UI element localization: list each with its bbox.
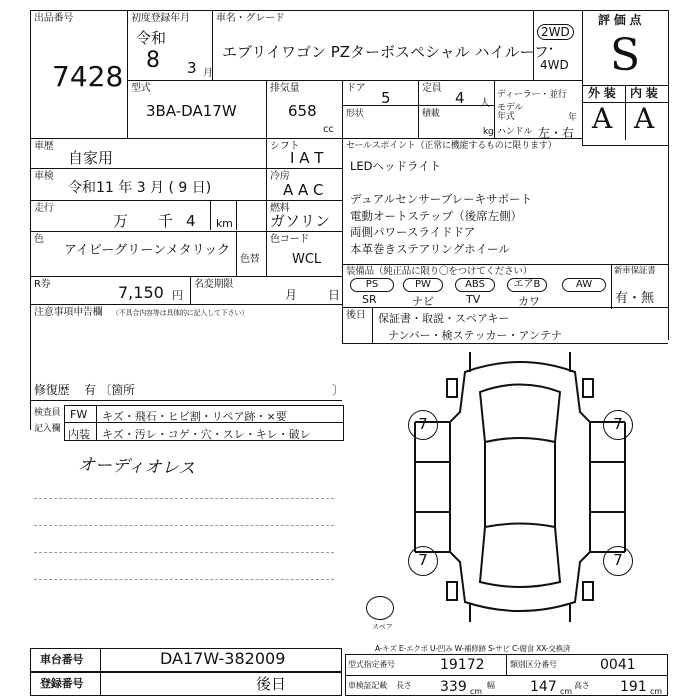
- note-line: [34, 525, 334, 526]
- repair-label: 修復歴: [34, 383, 70, 397]
- int-label: 内 装: [630, 86, 658, 100]
- int-label: 内装: [68, 428, 90, 441]
- sales-point: 電動オートステップ（後席左側）: [350, 208, 523, 223]
- loading-unit: kg: [483, 127, 494, 137]
- inspection-value: 令和11 年 3 月 ( 9 日): [68, 180, 212, 196]
- model-year-label: モデル 年式: [497, 103, 523, 122]
- divider: [611, 264, 612, 309]
- divider: [236, 231, 237, 276]
- repair-value: 有 〔箇所: [84, 383, 135, 397]
- specified-value: 19172: [440, 657, 485, 673]
- cooling-label: 冷房: [270, 171, 290, 182]
- transfer-day-unit: 日: [328, 288, 341, 302]
- note-line: [34, 579, 334, 580]
- color-value: アイビーグリーンメタリック: [64, 243, 231, 258]
- fw-items: キズ・飛石・ヒビ割・リペア跡・×要: [102, 410, 287, 423]
- inspector-label-1: 検査員: [34, 408, 61, 418]
- inspection-label: 車検: [34, 171, 54, 182]
- divider: [506, 654, 507, 675]
- equip-airbag: エアB: [507, 278, 547, 292]
- divider: [418, 80, 419, 138]
- width-label: 幅: [487, 681, 495, 690]
- model-year-unit: 年: [568, 113, 577, 123]
- length-label: 長さ: [396, 681, 412, 690]
- divider: [342, 307, 668, 308]
- divider: [127, 10, 128, 138]
- loading-label: 積載: [422, 109, 440, 119]
- dealer-label: ディーラー・並行: [497, 90, 567, 100]
- name-label: 車名・グレード: [216, 13, 285, 24]
- reg-month: 3: [187, 59, 197, 77]
- note-line: [34, 498, 334, 499]
- mileage-unit: km: [216, 217, 233, 230]
- width-value: 147: [530, 679, 557, 695]
- spare-label: スペア: [372, 623, 393, 631]
- reg-month-unit: 月: [203, 68, 213, 79]
- recycle-unit: 円: [172, 289, 183, 302]
- divider: [582, 145, 668, 146]
- height-value: 191: [620, 679, 647, 695]
- divider: [210, 200, 211, 230]
- tire-mark-rear-left: 7: [408, 546, 438, 576]
- mileage-man: 万: [113, 212, 129, 230]
- equip-sr: SR: [362, 293, 377, 306]
- specified-label: 型式指定番号: [348, 660, 395, 669]
- fw-label: FW: [70, 408, 88, 421]
- transfer-label: 名変期限: [194, 279, 234, 290]
- sales-points-label: セールスポイント（正常に機能するものに限ります）: [346, 141, 557, 151]
- divider: [266, 138, 267, 276]
- shape-label: 形状: [346, 109, 364, 119]
- chassis-label: 車台番号: [40, 653, 84, 666]
- car-name: エブリイワゴン PZターボスペシャル ハイルーフ: [222, 43, 549, 61]
- divider: [30, 200, 342, 201]
- drive-4wd: 4WD: [540, 58, 569, 72]
- repair-close: 〕: [332, 383, 344, 397]
- tire-mark-front-left: 7: [408, 410, 438, 440]
- reg-year: 8: [146, 48, 160, 73]
- equip-abs: ABS: [455, 278, 495, 292]
- divider: [582, 10, 583, 145]
- spare-tire-icon: [366, 596, 394, 620]
- color-code-label: 色コード: [270, 234, 310, 245]
- divider: [533, 10, 534, 80]
- mileage-label: 走行: [34, 203, 54, 214]
- divider: [342, 105, 494, 106]
- int-items: キズ・汚レ・コゲ・穴・スレ・キレ・破レ: [102, 428, 311, 441]
- height-unit: cm: [650, 687, 662, 696]
- damage-legend: A-キズ E-エクボ U-凹み W-補修跡 S-サビ C-腐食 XX-交換済: [375, 644, 571, 653]
- divider: [372, 307, 373, 343]
- doors-value: 5: [381, 89, 391, 107]
- accessories-line2: ナンバー・検ステッカー・アンテナ: [388, 329, 563, 342]
- handle-label: ハンドル: [497, 127, 533, 137]
- ext-value: A: [592, 102, 613, 135]
- drive-dot: ・: [545, 42, 558, 56]
- equipment-label: 装備品（純正品に限り〇をつけてください）: [346, 266, 533, 277]
- transfer-month-unit: 月: [285, 288, 298, 302]
- registration-value: 後日: [256, 675, 287, 693]
- warranty-label: 新車保証書: [614, 266, 656, 276]
- tire-mark-front-right: 7: [603, 410, 633, 440]
- registration-label: 登録番号: [40, 677, 84, 690]
- mileage-value: 4: [186, 212, 196, 230]
- lot-label: 出品番号: [34, 13, 74, 24]
- sales-point: LEDヘッドライト: [350, 159, 442, 173]
- handwritten-note: オーディオレス: [77, 454, 196, 480]
- mileage-sen: 千: [158, 212, 174, 230]
- sales-points-list: [350, 158, 532, 257]
- divider: [625, 85, 626, 140]
- grade-value: S: [610, 30, 641, 81]
- divider: [342, 80, 343, 138]
- equip-aw: AW: [562, 278, 606, 292]
- equip-navi: ナビ: [412, 295, 434, 308]
- equip-tv: TV: [466, 293, 481, 306]
- divider: [30, 400, 342, 401]
- class-value: 0041: [600, 657, 636, 673]
- divider: [342, 264, 668, 265]
- warranty-value: 有・無: [615, 291, 655, 306]
- fuel-value: ガソリン: [270, 212, 331, 230]
- color-code-value: WCL: [292, 252, 322, 267]
- note-line: [34, 552, 334, 553]
- reg-era: 令和: [136, 29, 167, 47]
- notes-sublabel: （不具合内容等は具体的に記入して下さい）: [112, 309, 248, 317]
- reg-label: 初度登録年月: [131, 13, 190, 24]
- capacity-unit: 人: [480, 98, 490, 109]
- divider: [30, 138, 582, 139]
- divider: [190, 276, 191, 304]
- disp-value: 658: [288, 102, 317, 120]
- tire-mark-rear-right: 7: [603, 546, 633, 576]
- dims-label: 車検証記載: [348, 681, 387, 690]
- notes-label: 注意事項申告欄: [34, 307, 103, 318]
- divider: [96, 405, 97, 441]
- capacity-value: 4: [455, 89, 465, 107]
- sales-point: [350, 175, 532, 192]
- history-label: 車歴: [34, 141, 54, 152]
- top-border: [30, 10, 669, 11]
- shift-value: I A T: [290, 149, 324, 167]
- right-border: [668, 10, 669, 340]
- car-damage-diagram: [395, 352, 645, 624]
- divider: [30, 276, 342, 277]
- sales-point: 両側パワースライドドア: [350, 225, 476, 239]
- fuel-label: 燃料: [270, 203, 290, 214]
- grade-label: 評 価 点: [598, 13, 642, 27]
- color-change-label: 色替: [240, 254, 260, 265]
- left-border: [30, 10, 31, 430]
- cooling-value: A A C: [283, 181, 324, 199]
- divider: [494, 80, 495, 138]
- divider: [30, 231, 342, 232]
- divider: [342, 138, 343, 343]
- capacity-label: 定員: [422, 83, 442, 94]
- model-label: 型式: [131, 83, 151, 94]
- doors-label: ドア: [346, 83, 366, 94]
- model-value: 3BA-DA17W: [146, 102, 237, 120]
- recycle-value: 7,150: [118, 283, 164, 302]
- divider: [345, 675, 668, 676]
- divider: [342, 343, 668, 344]
- int-value: A: [634, 102, 655, 135]
- class-label: 類別区分番号: [510, 660, 557, 669]
- chassis-value: DA17W-382009: [160, 649, 286, 668]
- divider: [236, 200, 237, 230]
- height-label: 高さ: [574, 681, 590, 690]
- divider: [127, 80, 582, 81]
- color-label: 色: [34, 234, 44, 245]
- sales-point: 本革巻きステアリングホイール: [350, 241, 510, 256]
- history-value: 自家用: [68, 149, 114, 167]
- ext-label: 外 装: [588, 86, 616, 100]
- shift-label: シフト: [270, 141, 300, 152]
- sales-point: デュアルセンサーブレーキサポート: [350, 192, 533, 206]
- divider: [266, 80, 267, 138]
- lot-number: 7428: [52, 60, 124, 93]
- inspector-label-2: 記入欄: [34, 424, 61, 434]
- width-unit: cm: [560, 687, 572, 696]
- divider: [30, 168, 342, 169]
- divider: [30, 304, 342, 305]
- disp-label: 排気量: [270, 83, 300, 94]
- handle-value: 左・右: [538, 126, 575, 140]
- recycle-label: R券: [34, 279, 51, 290]
- length-unit: cm: [470, 687, 482, 696]
- disp-unit: cc: [323, 124, 334, 135]
- accessories-line1: 保証書・取説・スペアキー: [378, 312, 510, 325]
- equip-leather: カワ: [518, 295, 540, 308]
- equip-pw: PW: [403, 278, 443, 292]
- drive-2wd: 2WD: [537, 24, 574, 40]
- length-value: 339: [440, 679, 467, 695]
- accessories-label: 後日: [346, 310, 366, 321]
- equip-ps: PS: [350, 278, 394, 292]
